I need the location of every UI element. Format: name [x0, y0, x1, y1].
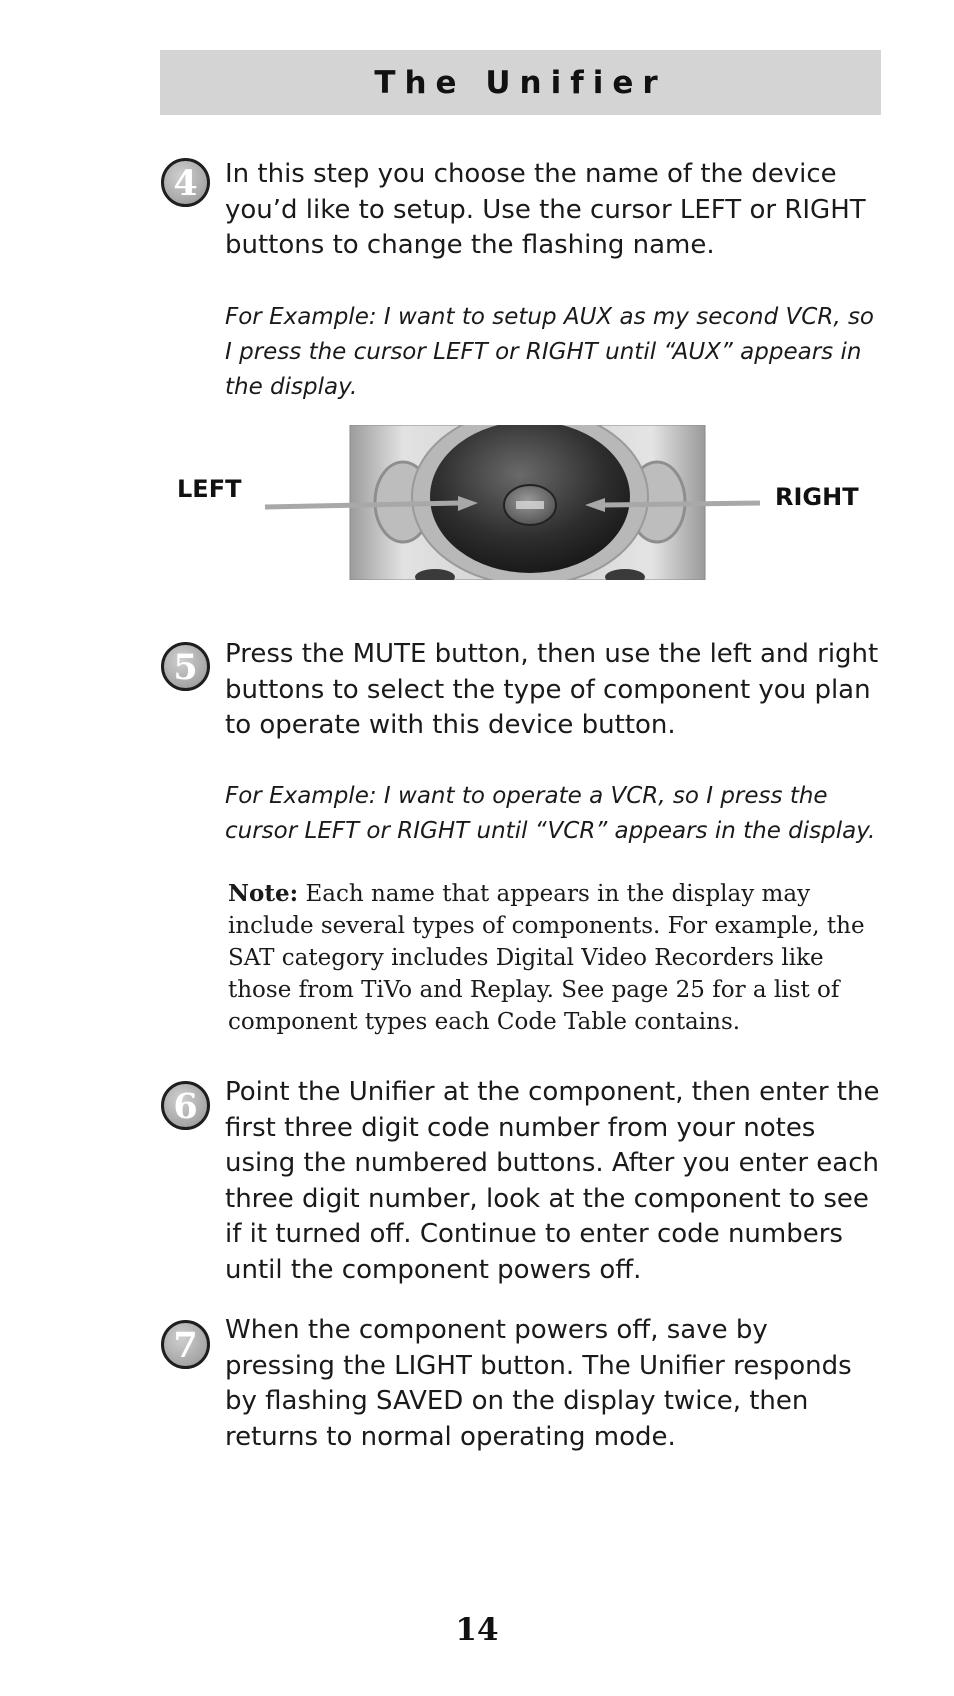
step-7-text: When the component powers off, save by pressing the LIGHT button. The Unifier responds by flashing SAVED on the display twice, then returns to normal operating mode.	[225, 1315, 852, 1452]
step-7-number-badge	[161, 1320, 210, 1369]
note-text: Each name that appears in the display may include several types of components. For example, the SAT category includes Digital Video Recorders like those from TiVo and Replay. See page 25 for a list of component types each Code Table contains.	[228, 881, 865, 1035]
note-label: Note:	[228, 880, 299, 907]
step-4-number-badge	[161, 158, 210, 207]
step-4-text: In this step you choose the name of the device you’d like to setup. Use the cursor LEFT or RIGHT buttons to change the flashing name.	[225, 159, 866, 260]
right-label: RIGHT	[775, 483, 859, 511]
page-header	[160, 50, 881, 115]
left-label: LEFT	[177, 475, 242, 503]
note-block	[228, 878, 888, 1038]
page-number: 14	[455, 1612, 499, 1648]
select-button-icon	[504, 485, 556, 525]
remote-dpad-illustration	[160, 425, 880, 580]
step-number: 7	[173, 1324, 198, 1366]
remote-dpad-figure	[160, 425, 880, 580]
header-title: The Unifier	[374, 64, 667, 101]
step-number: 4	[173, 162, 198, 204]
step-6-number-badge	[161, 1081, 210, 1130]
step-6-text: Point the Unifier at the component, then enter the first three digit code number from your notes using the numbered buttons. After you enter each three digit number, look at the component to see if it turned off. Continue to enter code numbers until the component powers off.	[225, 1077, 880, 1285]
step-4-example: For Example: I want to setup AUX as my second VCR, so I press the cursor LEFT or RIGHT until “AUX” appears in the display.	[225, 304, 874, 400]
step-5-number-badge	[161, 642, 210, 691]
step-5-example: For Example: I want to operate a VCR, so I press the cursor LEFT or RIGHT until “VCR” appears in the display.	[225, 783, 876, 844]
step-5-text: Press the MUTE button, then use the left and right buttons to select the type of component you plan to operate with this device button.	[225, 639, 879, 740]
step-number: 6	[173, 1085, 198, 1127]
step-number: 5	[173, 646, 198, 688]
